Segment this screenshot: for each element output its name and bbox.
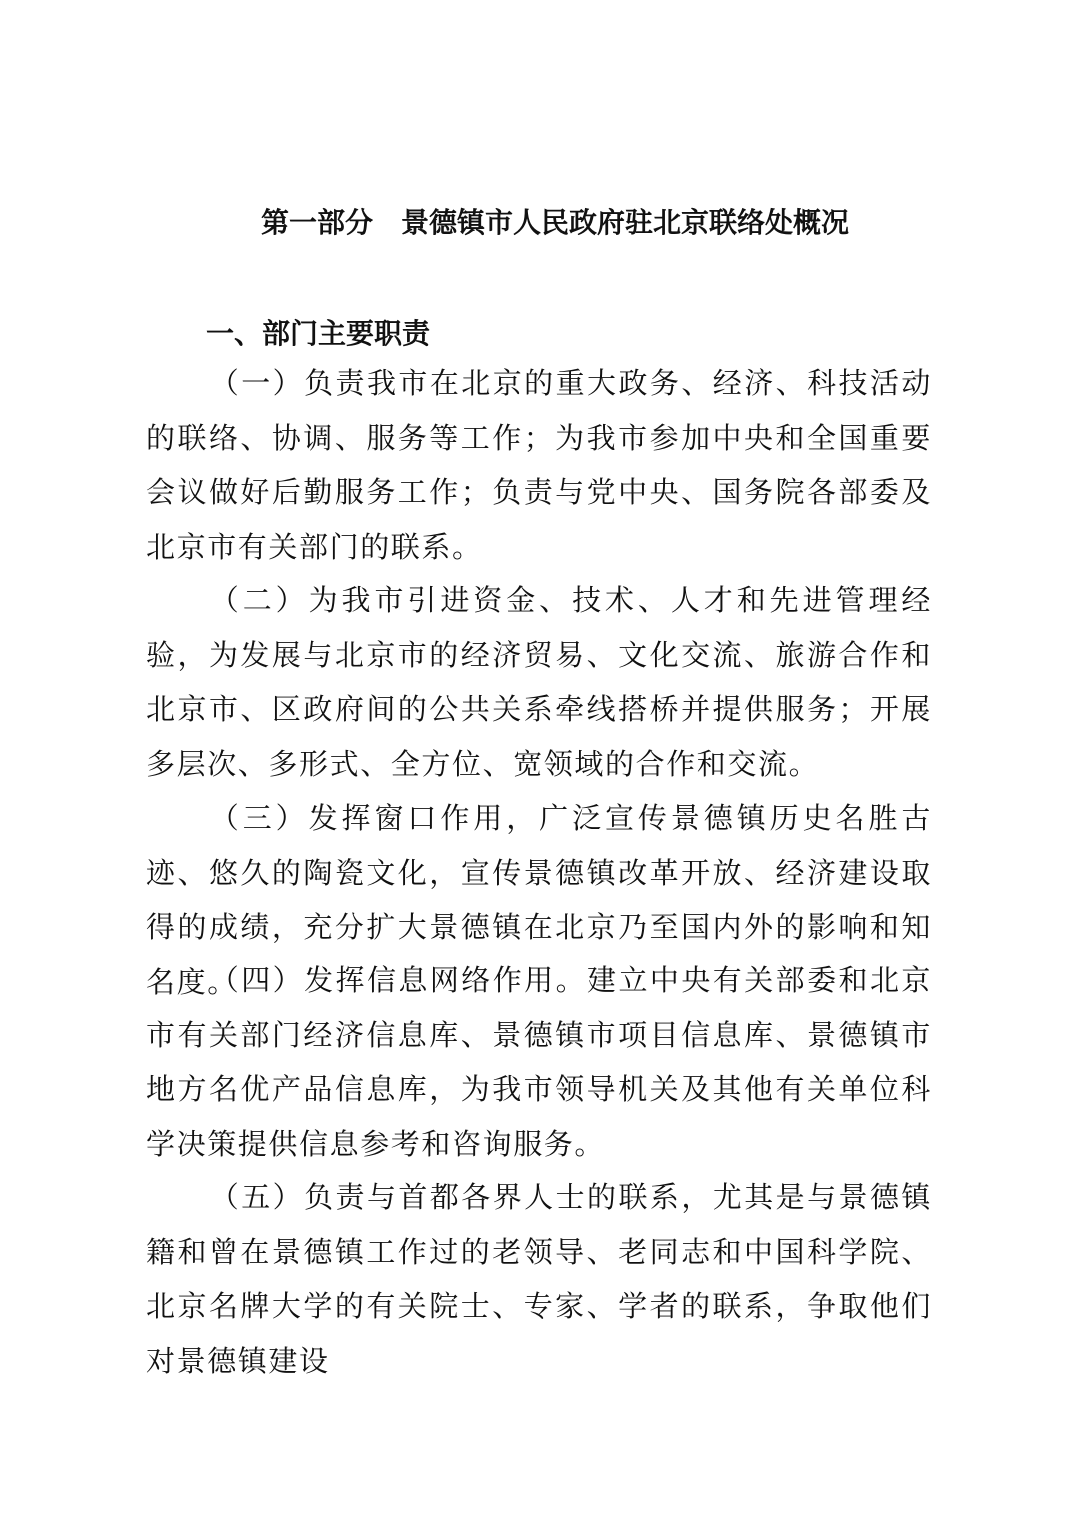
paragraph-2: （二）为我市引进资金、技术、人才和先进管理经验，为发展与北京市的经济贸易、文化交流、旅游合作和北京市、区政府间的公共关系牵线搭桥并提供服务；开展多层次、多形式、全方位、宽领域的合作和交流。 bbox=[146, 583, 932, 781]
section-heading: 一、部门主要职责 bbox=[206, 317, 431, 350]
paragraph-1: （一）负责我市在北京的重大政务、经济、科技活动的联络、协调、服务等工作；为我市参加中央和全国重要会议做好后勤服务工作；负责与党中央、国务院各部委及北京市有关部门的联系。 bbox=[146, 366, 932, 564]
page-title: 第一部分 景德镇市人民政府驻北京联络处概况 bbox=[260, 206, 849, 239]
paragraph-4: （四）发挥信息网络作用。建立中央有关部委和北京市有关部门经济信息库、景德镇市项目信息库、景德镇市地方名优产品信息库，为我市领导机关及其他有关单位科学决策提供信息参考和咨询服务。 bbox=[146, 963, 932, 1161]
paragraph-5: （五）负责与首都各界人士的联系，尤其是与景德镇籍和曾在景德镇工作过的老领导、老同志和中国科学院、北京名牌大学的有关院士、专家、学者的联系，争取他们对景德镇建设 bbox=[146, 1180, 932, 1378]
paragraph-3: （三）发挥窗口作用，广泛宣传景德镇历史名胜古迹、悠久的陶瓷文化，宣传景德镇改革开放、经济建设取得的成绩，充分扩大景德镇在北京乃至国内外的影响和知名度。 bbox=[146, 801, 932, 999]
